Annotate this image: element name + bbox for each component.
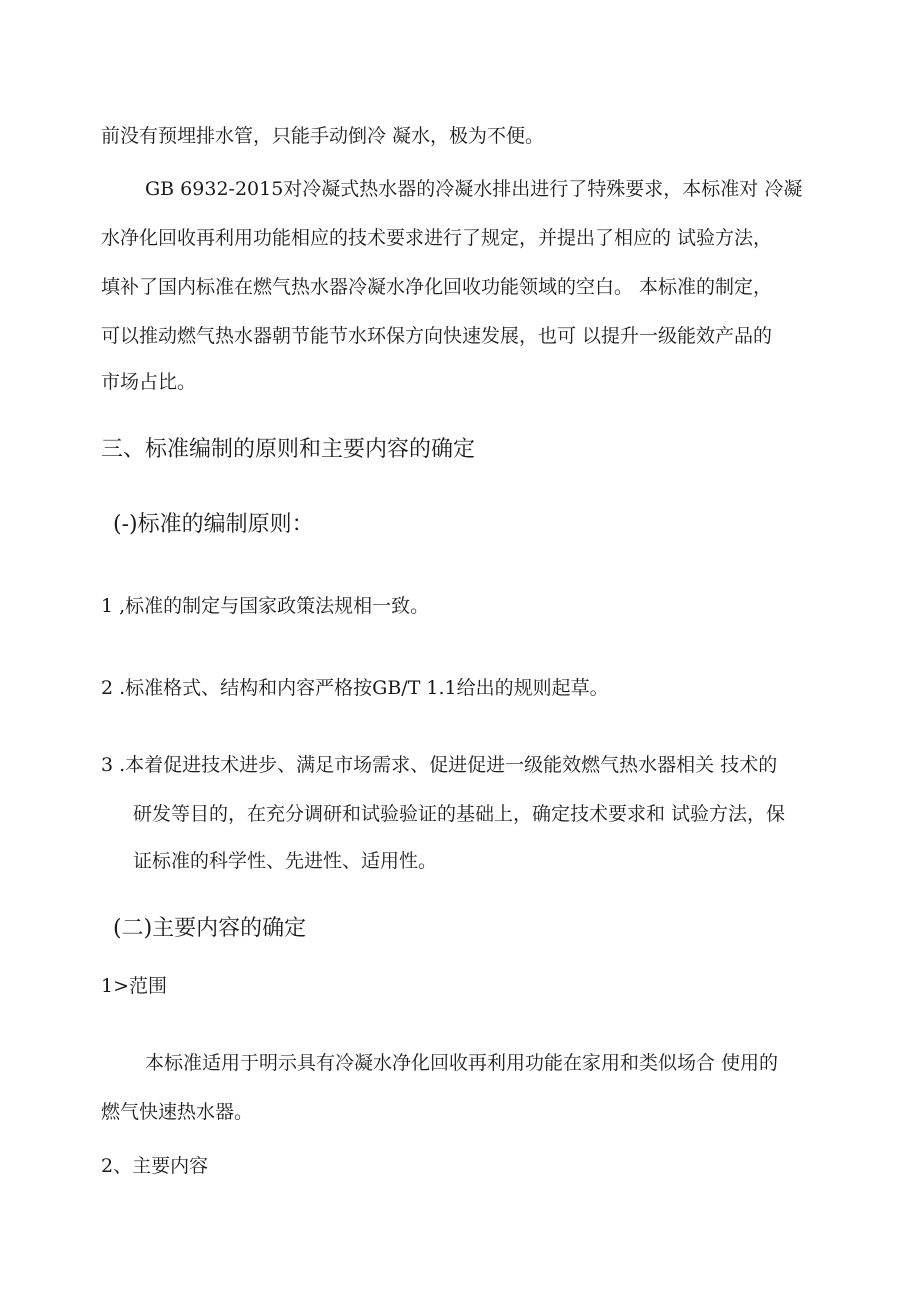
list-item: 1 ,标准的制定与国家政策法规相一致。	[101, 595, 430, 617]
paragraph-line: 前没有预埋排水管，只能手动倒冷 凝水，极为不便。	[101, 125, 545, 147]
list-item-continuation: 研发等目的，在充分调研和试验验证的基础上，确定技术要求和 试验方法，保	[133, 803, 786, 825]
list-item: 2 .标准格式、结构和内容严格按GB/T 1.1给出的规则起草。	[101, 677, 609, 699]
paragraph-line: 市场占比。	[101, 371, 197, 393]
list-item-continuation: 证标准的科学性、先进性、适用性。	[133, 850, 438, 872]
paragraph-line: 可以推动燃气热水器朝节能节水环保方向快速发展，也可 以提升一级能效产品的	[101, 325, 773, 347]
section-heading: 三、标准编制的原则和主要内容的确定	[101, 437, 476, 462]
subsection-heading: (-)标准的编制原则：	[113, 512, 314, 537]
subsection-heading: (二)主要内容的确定	[113, 916, 307, 941]
paragraph-line: 填补了国内标准在燃气热水器冷凝水净化回收功能领域的空白。 本标准的制定，	[101, 276, 773, 298]
paragraph-line: GB 6932-2015对冷凝式热水器的冷凝水排出进行了特殊要求，本标准对 冷凝	[145, 178, 803, 200]
paragraph-line: 燃气快速热水器。	[101, 1101, 254, 1123]
item-heading: 1>范围	[101, 975, 168, 997]
item-heading: 2、主要内容	[101, 1155, 209, 1177]
paragraph-line: 水净化回收再利用功能相应的技术要求进行了规定，并提出了相应的 试验方法，	[101, 227, 773, 249]
paragraph-line: 本标准适用于明示具有冷凝水净化回收再利用功能在家用和类似场合 使用的	[145, 1052, 779, 1074]
list-item: 3 .本着促进技术进步、满足市场需求、促进促进一级能效燃气热水器相关 技术的	[101, 754, 778, 776]
